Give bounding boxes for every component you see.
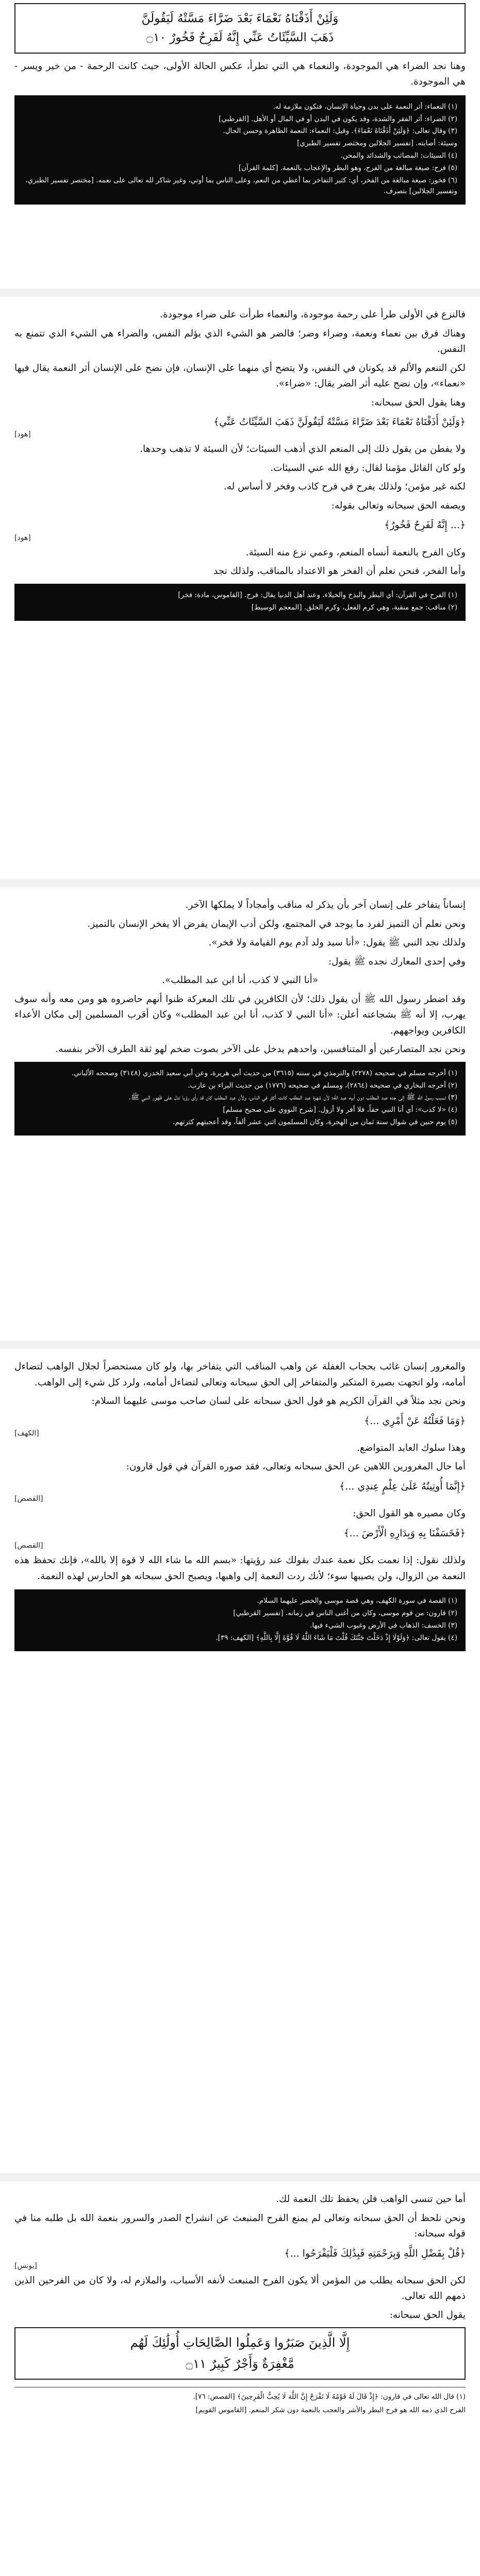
quoted-verse: ﴿فَخَسَفْنَا بِهِ وَبِدَارِهِ الْأَرْضَ ...﴾ <box>343 1527 466 1539</box>
sura-reference: [القصص] <box>14 1495 43 1503</box>
body-paragraph: لكن الحق سبحانه يطلب من المؤمن ألا يكون الفرح المنبعث لأنفه الأسباب، والملازم له، ولا كان من الفرحين الذين ذمهم الله تعالى. <box>14 2275 466 2302</box>
footnote: (٢) أخرجه البخاري في صحيحه (٢٨٦٤)، ومسلم في صحيحه (١٧٧٦) من حديث البراء بن عازب. <box>188 1081 457 1090</box>
page-3 <box>0 887 480 1341</box>
verse-line: إِلَّا الَّذِينَ صَبَرُوا وَعَمِلُوا الصَّالِحَاتِ أُولَٰئِكَ لَهُم <box>130 2335 350 2350</box>
body-paragraph: إنساناً يتفاخر على إنسان آخر بأن يذكر له مناقب وأمجاداً لا يملكها الآخر. <box>185 900 466 910</box>
footnote: (٣) وقال تعالى: ﴿وَلَئِنْ أَذَقْنَاهُ نَعْمَاءَ﴾. وقيل: النعماء: النعمة الظاهرة وحسن الحال. <box>223 127 457 135</box>
page-4 <box>0 1349 480 2173</box>
page-divider <box>0 1341 480 1349</box>
footnote: الفرح الذي ذمه الله هو فرح البطر والأشر والعجب بالنعمة دون شكر المنعم. [القاموس القويم] <box>195 2405 466 2414</box>
sura-reference: [الكهف] <box>14 1429 39 1437</box>
body-paragraph: يقول الحق سبحانه: <box>389 2309 466 2320</box>
footnote: (٥) فرح: صيغة مبالغة من الفرح، وهو البطر والإعجاب بالنعمة. [كلمة القرآن] <box>238 164 457 173</box>
footnote: (١) النعماء: أثر النعمة على بدن وحياة الإنسان، فتكون ملازمة له. <box>273 102 457 111</box>
body-paragraph: وهذا سلوك العابد المتواضع. <box>357 1442 466 1453</box>
body-paragraph: وقد اضطر رسول الله ﷺ أن يقول ذلك؛ لأن الكافرين في تلك المعركة ظنوا أنهم حاصروه هو ومن معه وأنه سوف يهرب، إلا أنه ﷺ بشجاعته أعلن: «أنا النبي لا كذب، أنا ابن عبد المطلب» وكان أقرب المسلمين إلى مكان الأعداء الكافرين ويواجههم. <box>14 993 466 1036</box>
footnote: (٤) يقول تعالى: ﴿وَلَوْلَا إِذْ دَخَلْتَ جَنَّتَكَ قُلْتَ مَا شَاءَ اللَّهُ لَا قُوَّةَ إِلَّا بِاللَّهِ﴾ [الكهف: ٣٩]. <box>216 1633 457 1642</box>
body-paragraph: ونحن نعلم أن التميز لفرد ما يوجد في المجتمع، ولكن أدب الإيمان يفرض ألا يفخر الإنسان بالتميز. <box>87 918 466 929</box>
body-paragraph: ولا يفطن من يقول ذلك إلى المنعم الذي أذهب السيئات؛ لأن السيئة لا تذهب وحدها. <box>140 444 466 455</box>
footnote: (٤) «لا كذب»: أي أنا النبي حقاً، فلا أفر ولا أزول. [شرح النووي على صحيح مسلم] <box>223 1106 457 1114</box>
footnote: (١) القصة في سورة الكهف، وهي قصة موسى والخضر عليهما السلام. <box>257 1597 457 1605</box>
body-paragraph: وأما الفخر، فنحن نعلم أن الفخر هو الاعتداد بالمناقب، ولذلك تجد <box>213 566 466 577</box>
footnotes-block <box>14 2387 466 2416</box>
body-paragraph: وكان مصيره هو القول الحق: <box>353 1508 466 1519</box>
body-paragraph: وهنا نجد الضراء هي الموجودة، والنعماء هي التي تطرأ، عكس الحالة الأولى، حيث كانت الرحمة - من خير ويسر - هي الموجودة. <box>14 60 466 88</box>
footnote: (٦) فخور: صيغة مبالغة من الفخر، أي: كثير التفاخر بما أعطي من النعم، وعلى الناس بما أوتي، وغير شاكر لله تعالى على نعمه. [مختصر تفسير الطبري، وتفسير الجلالين] بتصرف. <box>25 176 457 196</box>
footnotes-block <box>14 584 466 621</box>
page-divider <box>0 2173 480 2181</box>
footnotes-block <box>14 1589 466 1651</box>
verse-line: ذَهَبَ السَّيِّئَاتُ عَنِّي إِنَّهُ لَفَرِحٌ فَخُورٌ ۝١٠ <box>146 30 334 44</box>
body-paragraph: ولذلك نقول: إذا نعمت بكل نعمة عندك بقولك عند رؤيتها: «بسم الله ما شاء الله لا قوة إلا بالله»، فإنك تحفظ هذه النعمة من الزوال، ولن يصيبها سوء؛ لأنك ردت النعمة إلى واهبها، ويصبح الحق سبحانه هو الحارس لهذه النعمة. <box>14 1554 466 1582</box>
quoted-verse: ﴿... إِنَّهُ لَفَرِحٌ فَخُورٌ﴾ <box>384 519 466 531</box>
footnote: (٤) السيئات: المصائب والشدائد والمحن. <box>340 151 457 160</box>
body-paragraph: ونحن نلحظ أن الحق سبحانه وتعالى لم يمنع الفرح المنبعث عن انشراح الصدر والسرور بنعمة الله بل طلبه منا في قوله سبحانه: <box>14 2212 466 2240</box>
footnote: (٢) الضراء: أثر الفقر والشدة، وقد يكون في البدن أو في المال أو الأهل. [القرطبي] <box>219 114 457 123</box>
body-paragraph: وكان الفرح بالنعمة أنساه المنعم، وعمي نزع منه السيئة. <box>245 547 466 558</box>
hadith-quote: «أنا النبي لا كذب، أنا ابن عبد المطلب». <box>162 975 318 986</box>
body-paragraph: لكنه غير مؤمن؛ ولذلك يفرح في فرح كاذب وفخر لا أساس له. <box>223 481 466 493</box>
sura-reference: [يونس] <box>14 2261 37 2270</box>
footnote: (٥) يوم حنين في شوال سنة ثمان من الهجرة، وكان المسلمون اثني عشر ألفاً، وقد أعجبتهم كثرتهم. <box>173 1118 457 1127</box>
body-paragraph: فالنزع في الأولى طرأ على رحمة موجودة، والنعماء طرأت على ضراء موجودة. <box>160 309 466 320</box>
quoted-verse: ﴿إِنَّمَا أُوتِيتُهُ عَلَىٰ عِلْمٍ عِندِي ...﴾ <box>339 1480 466 1492</box>
footnote: (٣) الخسف: الذهاب في الأرض وغيوب الشيء فيها. <box>310 1621 457 1630</box>
body-paragraph: أما حين تنسى الواهب فلن يحفظ تلك النعمة لك. <box>276 2194 466 2205</box>
body-paragraph: ونحن نجد مثلاً في القرآن الكريم هو قول الحق سبحانه على لسان صاحب موسى عليهما السلام: <box>91 1396 466 1407</box>
footnote: (١) قال الله تعالى في قارون: ﴿إِذْ قَالَ لَهُ قَوْمُهُ لَا تَفْرَحْ إِنَّ اللَّهَ لَا يُحِبُّ الْفَرِحِينَ﴾ [القصص: ٧٦]. <box>193 2392 466 2401</box>
footnotes-block <box>14 95 466 205</box>
body-paragraph: والمغرور إنسان غائب بحجاب الغفلة عن واهب المناقب التي يتفاخر بها، ولو كان مستحضراً لجلال الواهب لتضاءل أمامه، ولو اتجهت بصيرة المتكبر والمتفاخر إلى الحق سبحانه وتعالى لتضاءل أمامه، ولرد كل شيء إلى الواهب. <box>14 1361 466 1388</box>
sura-reference: [هود] <box>14 430 31 439</box>
footnote: (٣) تسبب رسول الله ﷺ إلى جده عبد المطلب دون أبيه عبد الله؛ لأن شهرة عبد المطلب كانت أكثر في الناس، ولأن عبد المطلب كان قد رأى رؤيا تدل على ظهور النبي ﷺ. <box>128 1093 457 1102</box>
closing-verse-box <box>14 2327 466 2380</box>
footnote: (١) أخرجه مسلم في صحيحه (٢٢٧٨) والترمذي في سننه (٣٦١٥) من حديث أبي هريرة، وعن أبي سعيد الخدري (٣١٤٨) وصححه الألباني. <box>71 1069 457 1077</box>
page-5 <box>0 2181 480 2576</box>
footnotes-block <box>14 1062 466 1136</box>
body-paragraph: أما حال المغرورين اللاهين عن الحق سبحانه وتعالى، فقد صوره القرآن في قول قارون: <box>126 1461 466 1472</box>
page-2 <box>0 297 480 879</box>
body-paragraph: لكن التنعم والألم قد يكونان في النفس، ولا يتضح أي منهما على الإنسان، فإن نضح على الإنسان أثر النعمة يقال فيها «نعماء»، وإن نضح عليه أثر الضر يقال: «ضراء». <box>14 362 466 389</box>
opening-verse-box <box>14 3 466 54</box>
sura-reference: [هود] <box>14 533 31 542</box>
quoted-verse: ﴿وَمَا فَعَلْتُهُ عَنْ أَمْرِي ...﴾ <box>364 1415 466 1427</box>
page-divider <box>0 289 480 297</box>
body-paragraph: وهنا يقول الحق سبحانه: <box>371 397 466 408</box>
footnote: (٢) مناقب: جمع منقبة، وهي كرم الفعل، وكرم الخلق. [المعجم الوسيط] <box>251 603 457 612</box>
body-paragraph: ولذلك نجد النبي ﷺ يقول: «أنا سيد ولد آدم يوم القيامة ولا فخر». <box>208 937 466 948</box>
footnote: وسيئة: أصابته. [تفسير الجلالين ومختصر تفسير الطبري] <box>297 139 457 148</box>
body-paragraph: وفي إحدى المعارك نجده ﷺ يقول: <box>328 956 466 967</box>
verse-line: مَّغْفِرَةٌ وَأَجْرٌ كَبِيرٌ ۝١١ <box>186 2357 294 2371</box>
page-1 <box>0 0 480 289</box>
quoted-verse: ﴿وَلَئِنْ أَذَقْنَاهُ نَعْمَاءَ بَعْدَ ضَرَّاءَ مَسَّتْهُ لَيَقُولَنَّ ذَهَبَ السَّيِّئَاتُ عَنِّي﴾ <box>213 416 466 428</box>
quoted-verse: ﴿قُلْ بِفَضْلِ اللَّهِ وَبِرَحْمَتِهِ فَبِذَٰلِكَ فَلْيَفْرَحُوا ...﴾ <box>284 2247 466 2259</box>
footnote: (٢) قارون: من قوم موسى، وكان من أغنى الناس في زمانه. [تفسير القرطبي] <box>233 1608 457 1617</box>
body-paragraph: ويصفه الحق سبحانه وتعالى بقوله: <box>331 500 466 511</box>
body-paragraph: ولو كان القائل مؤمنا لقال: رفع الله عني السيئات. <box>270 462 466 473</box>
sura-reference: [القصص] <box>14 1541 43 1550</box>
body-paragraph: وهناك فرق بين نعماء ونعمة، وضراء وضر؛ فالضر هو الشيء الذي يؤلم النفس، والضراء هي الشيء الذي تتمنع به النفس. <box>14 328 466 355</box>
verse-line: وَلَئِنْ أَذَقْنَاهُ نَعْمَاءَ بَعْدَ ضَرَّاءَ مَسَّتْهُ لَيَقُولَنَّ <box>141 12 339 25</box>
page-divider <box>0 879 480 887</box>
footnote: (١) الفرح في القرآن: أي البطر والبذخ والخيلاء، وعند أهل الدنيا يقال: فرح. [القاموس، مادة: فخر] <box>178 590 457 599</box>
body-paragraph: ونحن نجد المتصارعين أو المتنافسين، واحدهم يدخل على الآخر بصوت ضخم لهو ثقة الطرف الآخر بنفسه. <box>55 1044 466 1055</box>
